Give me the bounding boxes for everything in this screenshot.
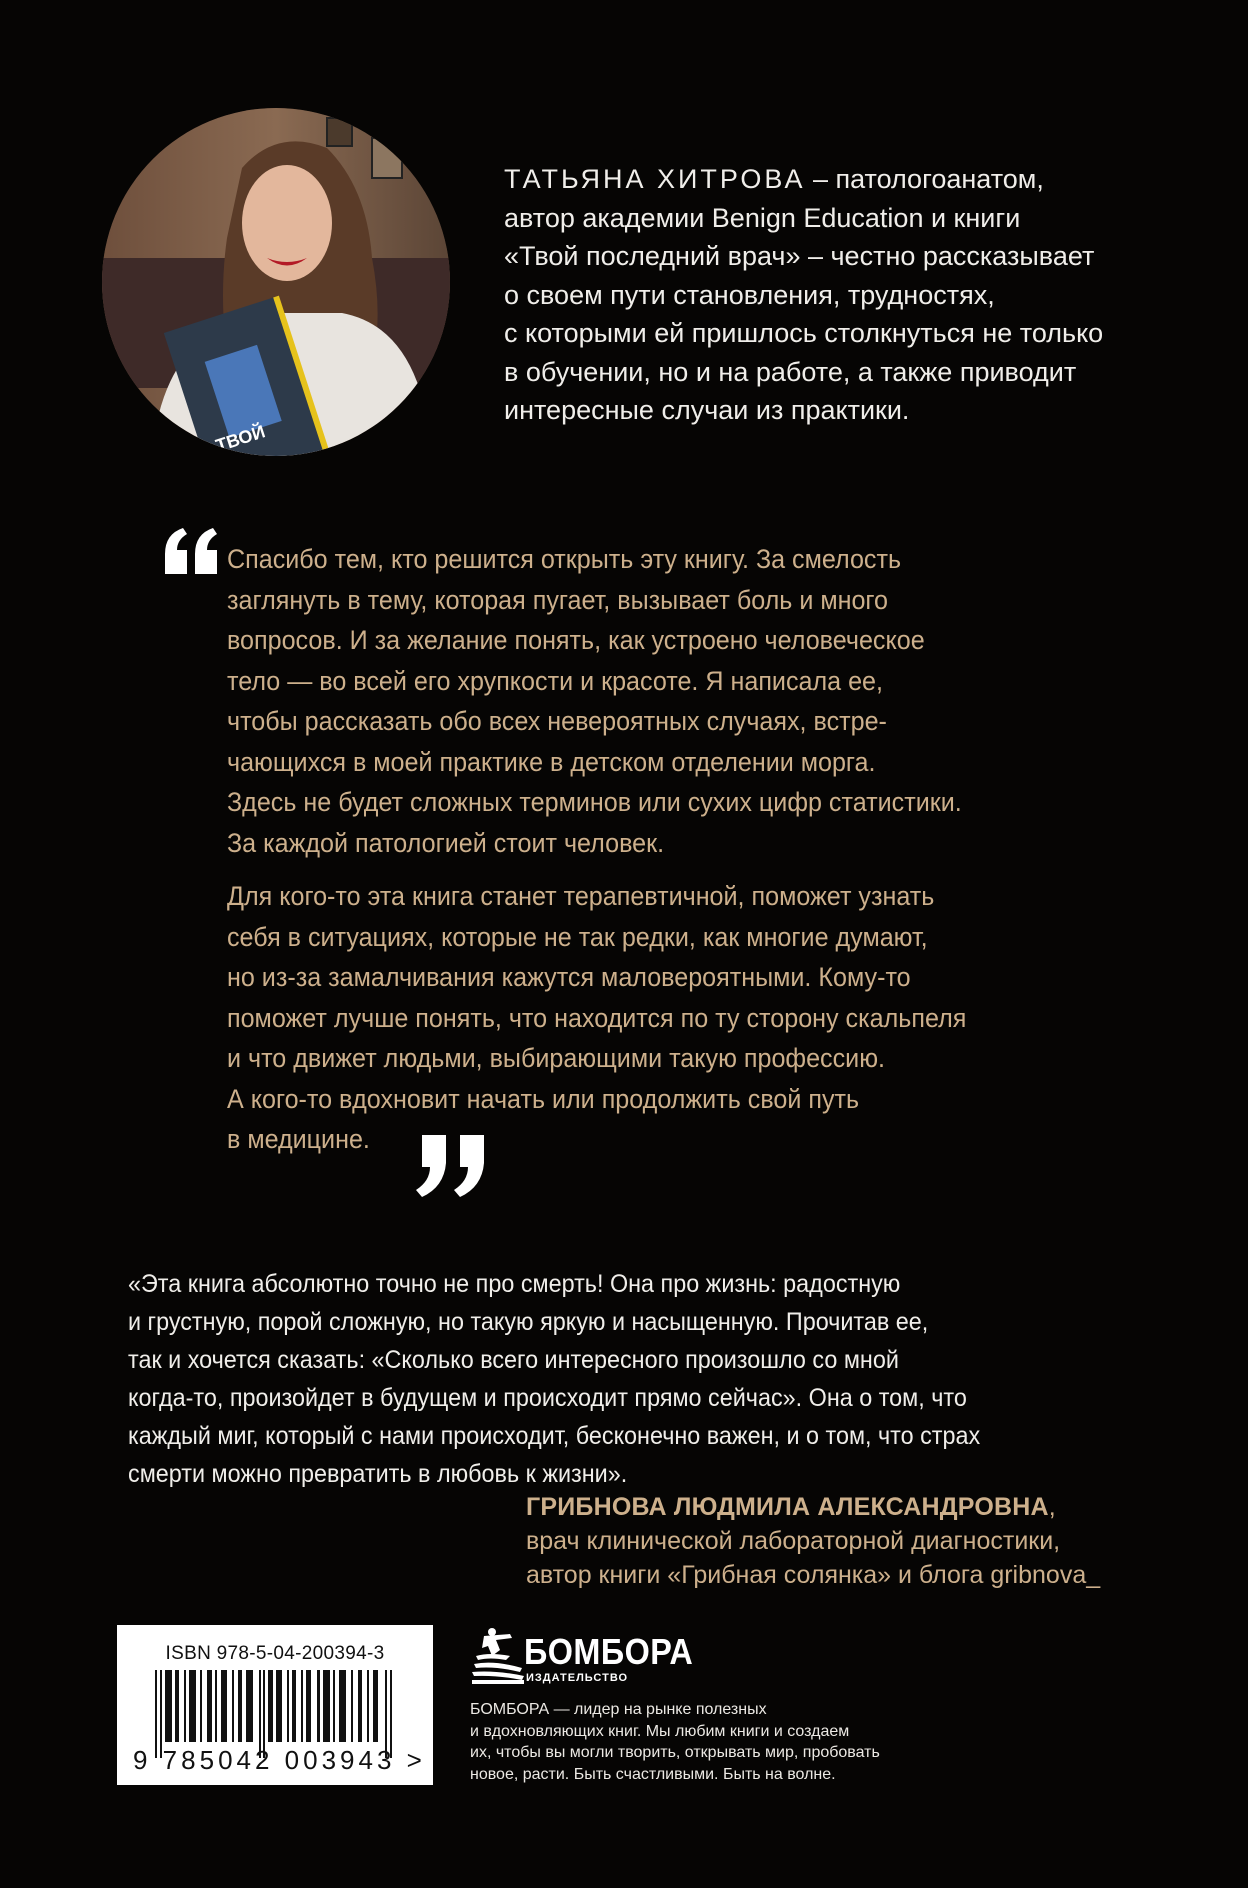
author-portrait-icon xyxy=(102,108,450,456)
publisher-description xyxy=(470,1699,950,1785)
quote-line: но из-за замалчивания кажутся маловероятными. Кому-то xyxy=(227,962,911,992)
quote-line: Здесь не будет сложных терминов или сухих цифр статистики. xyxy=(227,787,962,817)
review-line: когда-то, произойдет в будущем и происходит прямо сейчас». Она о том, что xyxy=(128,1384,967,1412)
quote-line: поможет лучше понять, что находится по ту сторону скальпеля xyxy=(227,1002,967,1033)
author-quote xyxy=(227,539,1047,1160)
ean-digits: 9 785042 003943 > xyxy=(133,1745,426,1775)
publisher-line: и вдохновляющих книг. Мы любим книги и создаем xyxy=(470,1722,850,1740)
publisher-subtitle: ИЗДАТЕЛЬСТВО xyxy=(526,1672,629,1684)
bio-line: ТАТЬЯНА ХИТРОВА – патологоанатом, xyxy=(504,164,1044,194)
quote-paragraph-1 xyxy=(227,539,1047,863)
surfer-logo-icon xyxy=(470,1626,526,1684)
open-quote-icon xyxy=(163,528,223,574)
reviewer-title: врач клинической лабораторной диагностики, xyxy=(526,1527,1061,1555)
quote-line: Для кого-то эта книга станет терапевтичной, поможет узнать xyxy=(227,881,935,911)
quote-line: тело — во всей его хрупкости и красоте. Я написала ее, xyxy=(227,665,883,696)
quote-line: заглянуть в тему, которая пугает, вызывает боль и много xyxy=(227,584,889,615)
quote-line: чающихся в моей практике в детском отделении морга. xyxy=(227,746,876,777)
review-line: и грустную, порой сложную, но такую яркую и насыщенную. Прочитав ее, xyxy=(128,1308,929,1336)
quote-line: и что движет людьми, выбирающими такую профессию. xyxy=(227,1043,886,1073)
quote-line: А кого-то вдохновит начать или продолжить свой путь xyxy=(227,1083,860,1114)
publisher-line: БОМБОРА — лидер на рынке полезных xyxy=(470,1701,767,1718)
bio-line: с которыми ей пришлось столкнуться не только xyxy=(504,318,1104,348)
reviewer-title: автор книги «Грибная солянка» и блога gribnova_ xyxy=(526,1561,1101,1589)
author-bio xyxy=(504,160,1104,430)
review-line: смерти можно превратить в любовь к жизни». xyxy=(128,1460,628,1488)
reviewer-name: ГРИБНОВА ЛЮДМИЛА АЛЕКСАНДРОВНА xyxy=(526,1493,1049,1521)
bio-line: интересные случаи из практики. xyxy=(504,395,910,425)
quote-line: За каждой патологией стоит человек. xyxy=(227,827,665,858)
publisher-name: БОМБОРА xyxy=(524,1631,694,1672)
publisher-line: их, чтобы вы могли творить, открывать мир, пробовать xyxy=(470,1744,880,1761)
quote-line: чтобы рассказать обо всех невероятных случаях, встре- xyxy=(227,706,887,736)
quote-line: Спасибо тем, кто решится открыть эту книгу. За смелость xyxy=(227,544,902,574)
author-name: ТАТЬЯНА ХИТРОВА xyxy=(504,164,806,194)
isbn-label: ISBN 978-5-04-200394-3 xyxy=(165,1643,385,1664)
quote-line: себя в ситуациях, которые не так редки, как многие думают, xyxy=(227,921,928,952)
review-line: так и хочется сказать: «Сколько всего интересного произошло со мной xyxy=(128,1346,899,1374)
bio-line: о своем пути становления, трудностях, xyxy=(504,279,995,310)
author-photo xyxy=(102,108,450,456)
isbn-barcode xyxy=(117,1625,433,1785)
quote-line: вопросов. И за желание понять, как устроено человеческое xyxy=(227,625,925,655)
quote-line: в медицине. xyxy=(227,1124,370,1154)
reviewer-attribution: ГРИБНОВА ЛЮДМИЛА АЛЕКСАНДРОВНА, врач клинической лабораторной диагностики, автор книги «Грибная солянка» и блога gribnova_ xyxy=(526,1490,1086,1592)
review-line: каждый миг, который с нами происходит, бесконечно важен, и о том, что страх xyxy=(128,1422,981,1450)
review-text xyxy=(128,1265,1108,1493)
bio-line: автор академии Benign Education и книги xyxy=(504,202,1021,233)
bio-line: в обучении, но и на работе, а также приводит xyxy=(504,356,1077,387)
bio-line: «Твой последний врач» – честно рассказывает xyxy=(504,241,1095,271)
svg-text:ТВОЙ: ТВОЙ xyxy=(213,421,268,456)
publisher-line: новое, расти. Быть счастливыми. Быть на волне. xyxy=(470,1765,836,1783)
quote-paragraph-2 xyxy=(227,876,1047,1160)
review-line: «Эта книга абсолютно точно не про смерть! Она про жизнь: радостную xyxy=(128,1270,901,1298)
